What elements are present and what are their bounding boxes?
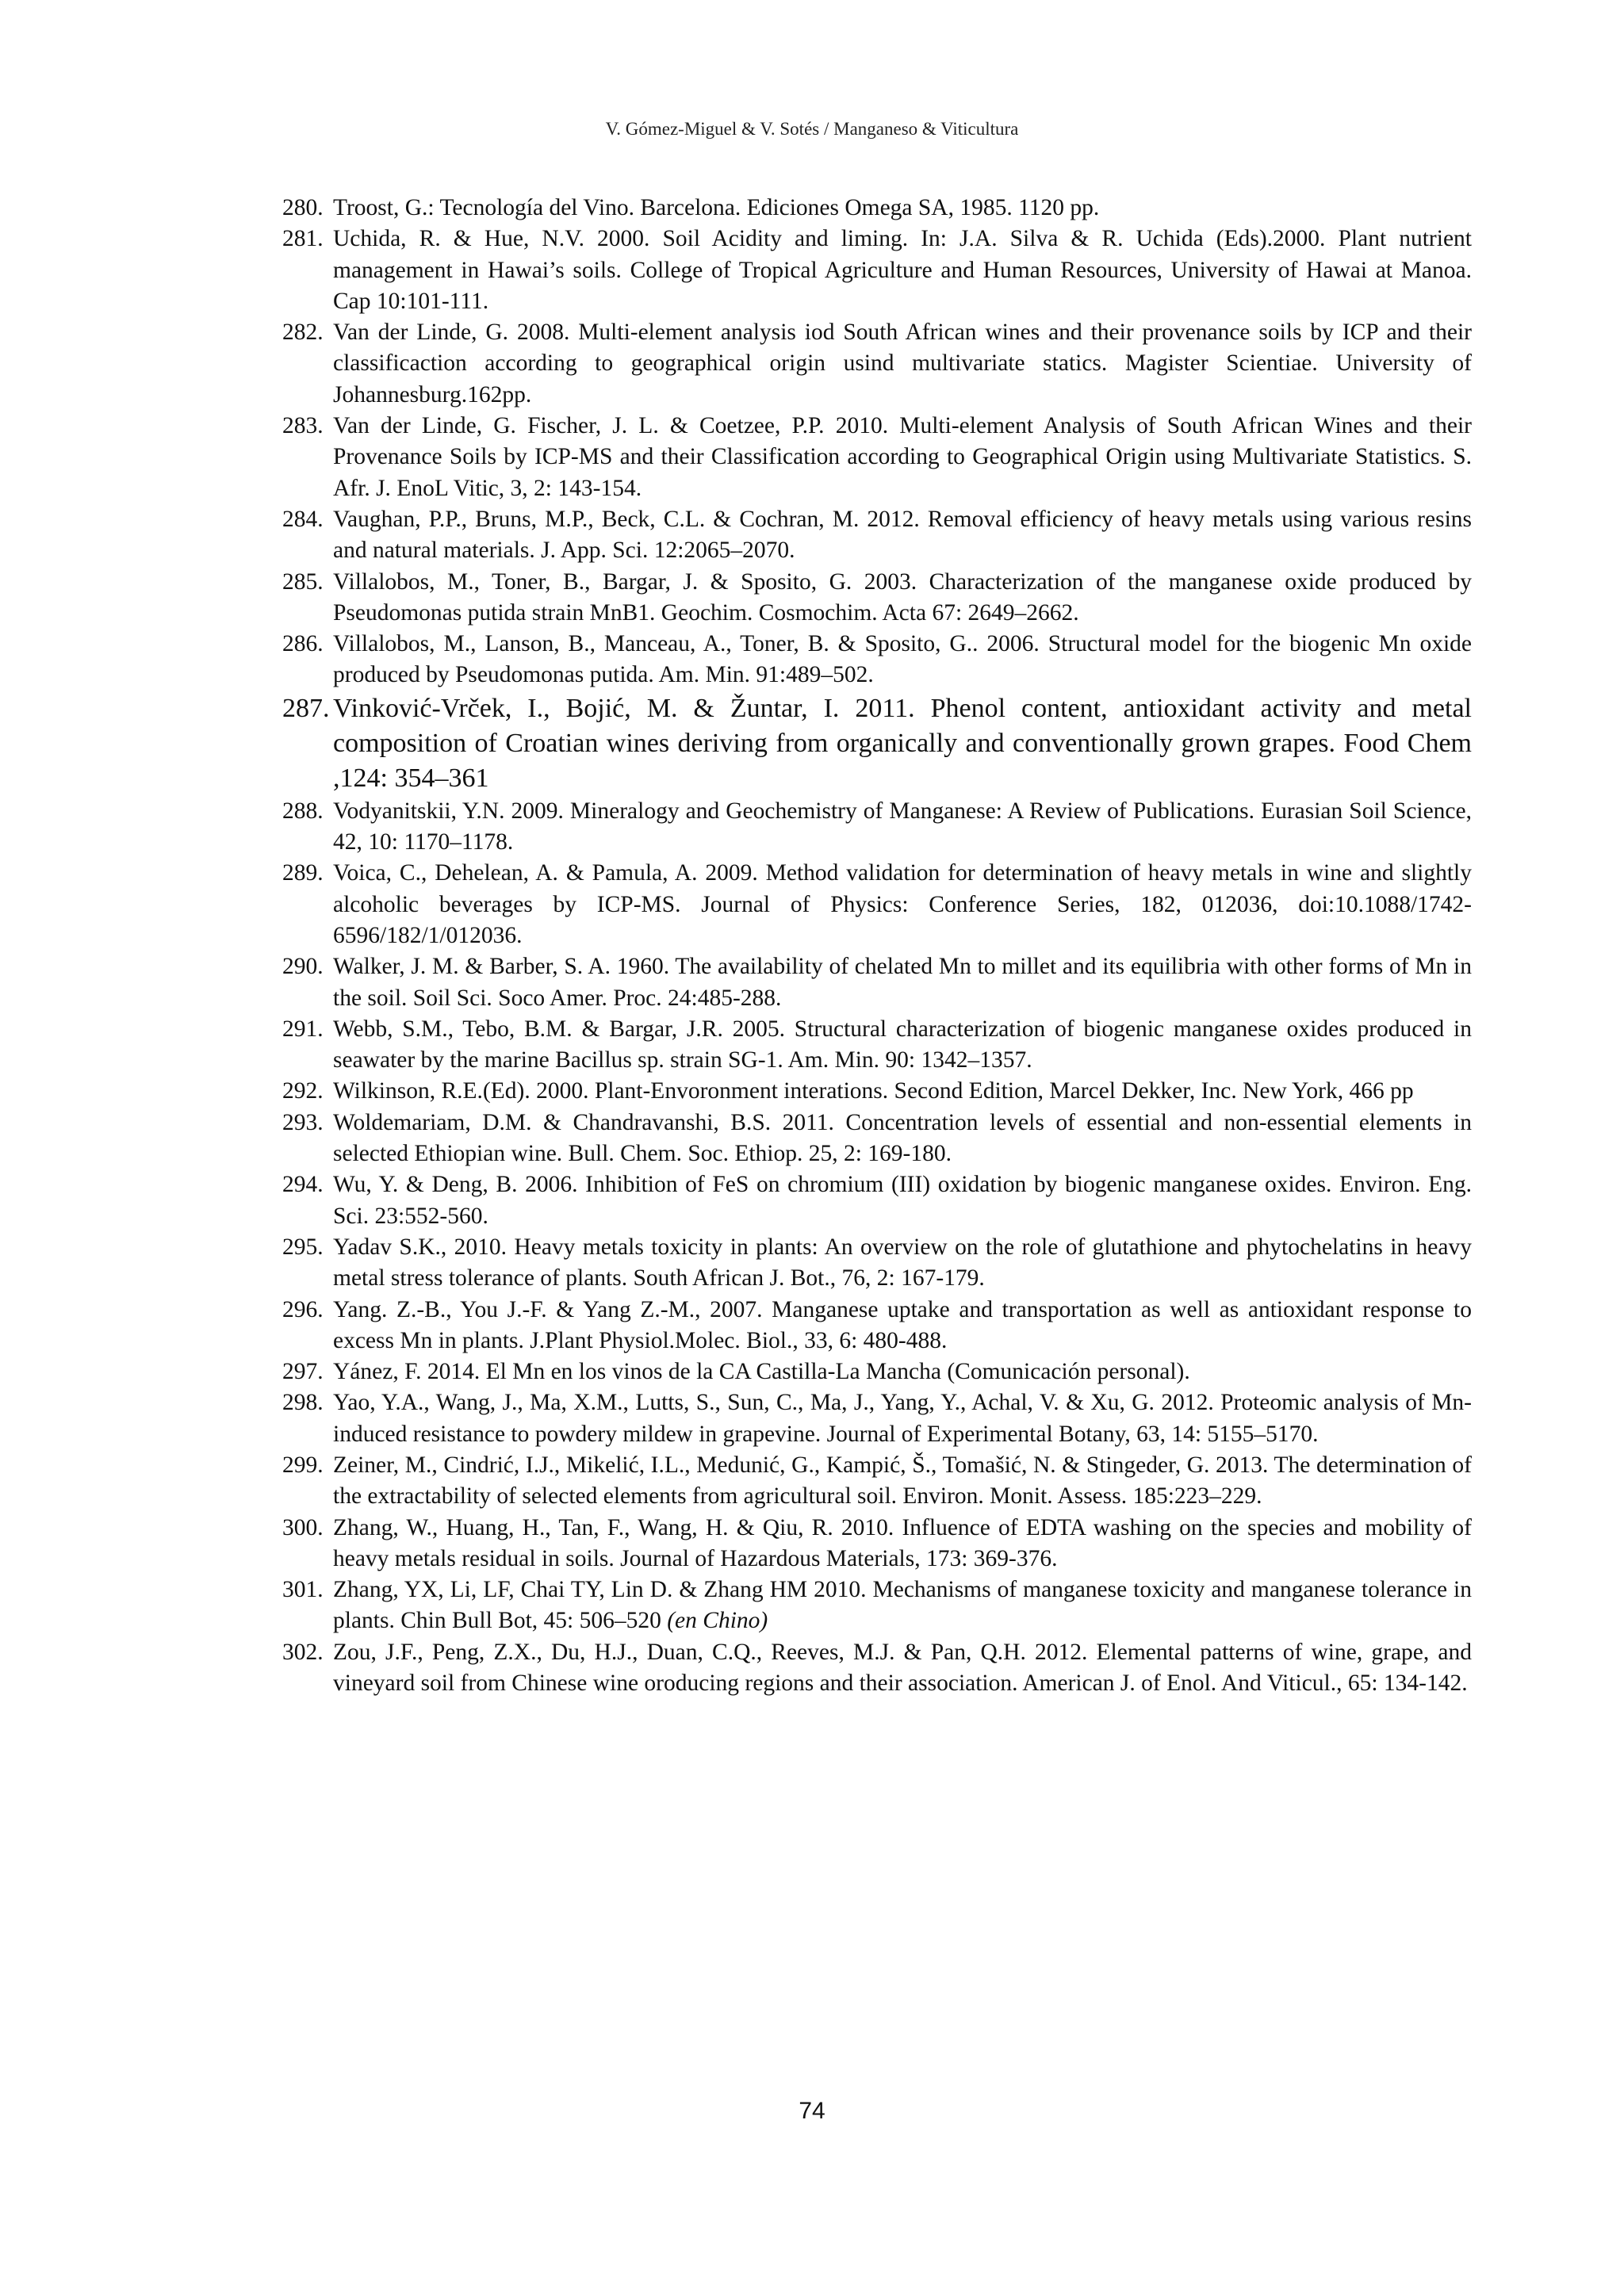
reference-citation: Vinković-Vrček, I., Bojić, M. & Žuntar, I. 2011. Phenol content, antioxidant activity and metal composition of Croatian wines deriving from organically and conventionally grown grapes. Food Chem ,124: 354–361 bbox=[333, 693, 1472, 793]
reference-citation: Voica, C., Dehelean, A. & Pamula, A. 2009. Method validation for determination of heavy metals in wine and slightly alcoholic beverages by ICP-MS. Journal of Physics: Conference Series, 182, 012036, doi:10.1088/1742-6596/182/1/012036. bbox=[333, 860, 1472, 948]
reference-item bbox=[282, 411, 1472, 504]
reference-text bbox=[333, 951, 1472, 1014]
reference-item bbox=[282, 1014, 1472, 1077]
reference-item bbox=[282, 1450, 1472, 1513]
reference-item bbox=[282, 951, 1472, 1014]
reference-text bbox=[333, 567, 1472, 629]
reference-item bbox=[282, 1076, 1472, 1107]
reference-number: 290. bbox=[282, 954, 324, 980]
reference-citation: Vaughan, P.P., Bruns, M.P., Beck, C.L. & Cochran, M. 2012. Removal efficiency of heavy metals using various resins and natural materials. J. App. Sci. 12:2065–2070. bbox=[333, 506, 1472, 564]
reference-citation: Vodyanitskii, Y.N. 2009. Mineralogy and Geochemistry of Manganese: A Review of Publications. Eurasian Soil Science, 42, 10: 1170–1178. bbox=[333, 798, 1472, 855]
reference-number: 292. bbox=[282, 1078, 324, 1104]
reference-number: 298. bbox=[282, 1390, 324, 1416]
reference-citation: Yao, Y.A., Wang, J., Ma, X.M., Lutts, S., Sun, C., Ma, J., Yang, Y., Achal, V. & Xu, G. 2012. Proteomic analysis of Mn-induced resistance to powdery mildew in grapevine. Journal of Experimental Botany, 63, 14: 5155–5170. bbox=[333, 1390, 1472, 1447]
reference-citation: Walker, J. M. & Barber, S. A. 1960. The availability of chelated Mn to millet and its equilibria with other forms of Mn in the soil. Soil Sci. Soco Amer. Proc. 24:485-288. bbox=[333, 954, 1472, 1011]
reference-text bbox=[333, 317, 1472, 411]
reference-text bbox=[333, 1513, 1472, 1575]
reference-number: 296. bbox=[282, 1296, 324, 1322]
reference-number: 282. bbox=[282, 320, 324, 346]
reference-number: 295. bbox=[282, 1234, 324, 1260]
running-header: V. Gómez-Miguel & V. Sotés / Manganeso & Viticultura bbox=[605, 119, 1019, 139]
reference-number: 293. bbox=[282, 1109, 324, 1135]
reference-citation: Wu, Y. & Deng, B. 2006. Inhibition of FeS on chromium (III) oxidation by biogenic manganese oxides. Environ. Eng. Sci. 23:552-560. bbox=[333, 1172, 1472, 1229]
reference-citation: Yang. Z.-B., You J.-F. & Yang Z.-M., 2007. Manganese uptake and transportation as well as antioxidant response to excess Mn in plants. J.Plant Physiol.Molec. Biol., 33, 6: 480-488. bbox=[333, 1296, 1472, 1353]
reference-citation: Zou, J.F., Peng, Z.X., Du, H.J., Duan, C.Q., Reeves, M.J. & Pan, Q.H. 2012. Elemental patterns of wine, grape, and vineyard soil from Chinese wine oroducing regions and their association. American J. of Enol. And Viticul., 65: 134-142. bbox=[333, 1639, 1472, 1697]
reference-text bbox=[333, 691, 1472, 796]
reference-item bbox=[282, 1232, 1472, 1295]
reference-citation: Wilkinson, R.E.(Ed). 2000. Plant-Envoronment interations. Second Edition, Marcel Dekker, Inc. New York, 466 pp bbox=[333, 1078, 1414, 1104]
reference-text bbox=[333, 504, 1472, 567]
reference-item bbox=[282, 1513, 1472, 1575]
page-number: 74 bbox=[799, 2098, 825, 2124]
reference-citation: Zhang, W., Huang, H., Tan, F., Wang, H. & Qiu, R. 2010. Influence of EDTA washing on the species and mobility of heavy metals residual in soils. Journal of Hazardous Materials, 173: 369-376. bbox=[333, 1514, 1472, 1571]
reference-text bbox=[333, 1575, 1472, 1637]
reference-citation: Woldemariam, D.M. & Chandravanshi, B.S. 2011. Concentration levels of essential and non-essential elements in selected Ethiopian wine. Bull. Chem. Soc. Ethiop. 25, 2: 169-180. bbox=[333, 1109, 1472, 1167]
reference-list bbox=[282, 193, 1472, 1699]
reference-number: 280. bbox=[282, 195, 324, 220]
reference-item bbox=[282, 629, 1472, 691]
reference-item bbox=[282, 224, 1472, 317]
reference-item bbox=[282, 1637, 1472, 1700]
reference-item bbox=[282, 567, 1472, 629]
reference-item bbox=[282, 858, 1472, 951]
reference-citation: Zhang, YX, Li, LF, Chai TY, Lin D. & Zhang HM 2010. Mechanisms of manganese toxicity and manganese tolerance in plants. Chin Bull Bot, 45: 506–520 bbox=[333, 1577, 1472, 1634]
reference-citation: Troost, G.: Tecnología del Vino. Barcelona. Ediciones Omega SA, 1985. 1120 pp. bbox=[333, 195, 1100, 220]
reference-text bbox=[333, 858, 1472, 951]
reference-item bbox=[282, 1169, 1472, 1232]
reference-item bbox=[282, 193, 1472, 224]
reference-citation: Villalobos, M., Toner, B., Bargar, J. & Sposito, G. 2003. Characterization of the manganese oxide produced by Pseudomonas putida strain MnB1. Geochim. Cosmochim. Acta 67: 2649–2662. bbox=[333, 568, 1472, 626]
reference-item bbox=[282, 1387, 1472, 1450]
reference-text bbox=[333, 193, 1472, 224]
reference-note: (en Chino) bbox=[667, 1608, 768, 1634]
reference-text bbox=[333, 1637, 1472, 1700]
reference-number: 289. bbox=[282, 860, 324, 886]
reference-number: 302. bbox=[282, 1639, 324, 1665]
reference-citation: Yadav S.K., 2010. Heavy metals toxicity in plants: An overview on the role of glutathione and phytochelatins in heavy metal stress tolerance of plants. South African J. Bot., 76, 2: 167-179. bbox=[333, 1234, 1472, 1292]
reference-text bbox=[333, 1108, 1472, 1170]
reference-text bbox=[333, 1450, 1472, 1513]
reference-item bbox=[282, 691, 1472, 796]
reference-citation: Uchida, R. & Hue, N.V. 2000. Soil Acidity and liming. In: J.A. Silva & R. Uchida (Eds).2000. Plant nutrient management in Hawai’s soils. College of Tropical Agriculture and Human Resources, University of Hawai at Manoa. Cap 10:101-111. bbox=[333, 226, 1472, 314]
reference-citation: Zeiner, M., Cindrić, I.J., Mikelić, I.L., Medunić, G., Kampić, Š., Tomašić, N. & Stingeder, G. 2013. The determination of the extractability of selected elements from agricultural soil. Environ. Monit. Assess. 185:223–229. bbox=[333, 1452, 1472, 1510]
reference-text bbox=[333, 224, 1472, 317]
reference-text bbox=[333, 1357, 1472, 1387]
reference-item bbox=[282, 1108, 1472, 1170]
reference-number: 297. bbox=[282, 1359, 324, 1385]
reference-citation: Van der Linde, G. 2008. Multi-element analysis iod South African wines and their provenance soils by ICP and their classificaction according to geographical origin usind multivariate statics. Magister Scientiae. University of Johannesburg.162pp. bbox=[333, 320, 1472, 408]
reference-item bbox=[282, 796, 1472, 859]
reference-item bbox=[282, 317, 1472, 411]
reference-item bbox=[282, 1295, 1472, 1357]
reference-text bbox=[333, 1014, 1472, 1077]
reference-number: 294. bbox=[282, 1172, 324, 1198]
reference-number: 301. bbox=[282, 1577, 324, 1603]
reference-number: 284. bbox=[282, 506, 324, 532]
reference-citation: Villalobos, M., Lanson, B., Manceau, A., Toner, B. & Sposito, G.. 2006. Structural model for the biogenic Mn oxide produced by Pseudomonas putida. Am. Min. 91:489–502. bbox=[333, 631, 1472, 688]
reference-number: 287. bbox=[282, 693, 330, 723]
reference-text bbox=[333, 1169, 1472, 1232]
reference-item bbox=[282, 1357, 1472, 1387]
reference-citation: Van der Linde, G. Fischer, J. L. & Coetzee, P.P. 2010. Multi-element Analysis of South African Wines and their Provenance Soils by ICP-MS and their Classification according to Geographical Origin using Multivariate Statistics. S. Afr. J. EnoL Vitic, 3, 2: 143-154. bbox=[333, 413, 1472, 501]
reference-number: 281. bbox=[282, 226, 324, 252]
reference-number: 283. bbox=[282, 413, 324, 439]
reference-number: 286. bbox=[282, 631, 324, 657]
reference-item bbox=[282, 1575, 1472, 1637]
reference-text bbox=[333, 796, 1472, 859]
reference-citation: Webb, S.M., Tebo, B.M. & Bargar, J.R. 2005. Structural characterization of biogenic manganese oxides produced in seawater by the marine Bacillus sp. strain SG-1. Am. Min. 90: 1342–1357. bbox=[333, 1016, 1472, 1073]
reference-number: 285. bbox=[282, 568, 324, 595]
reference-text bbox=[333, 1387, 1472, 1450]
reference-item bbox=[282, 504, 1472, 567]
reference-text bbox=[333, 629, 1472, 691]
reference-number: 291. bbox=[282, 1016, 324, 1042]
reference-number: 299. bbox=[282, 1452, 324, 1478]
reference-text bbox=[333, 1295, 1472, 1357]
reference-text bbox=[333, 1076, 1472, 1107]
reference-text bbox=[333, 1232, 1472, 1295]
reference-citation: Yánez, F. 2014. El Mn en los vinos de la CA Castilla-La Mancha (Comunicación personal). bbox=[333, 1359, 1190, 1385]
reference-text bbox=[333, 411, 1472, 504]
reference-number: 288. bbox=[282, 798, 324, 824]
reference-number: 300. bbox=[282, 1514, 324, 1540]
